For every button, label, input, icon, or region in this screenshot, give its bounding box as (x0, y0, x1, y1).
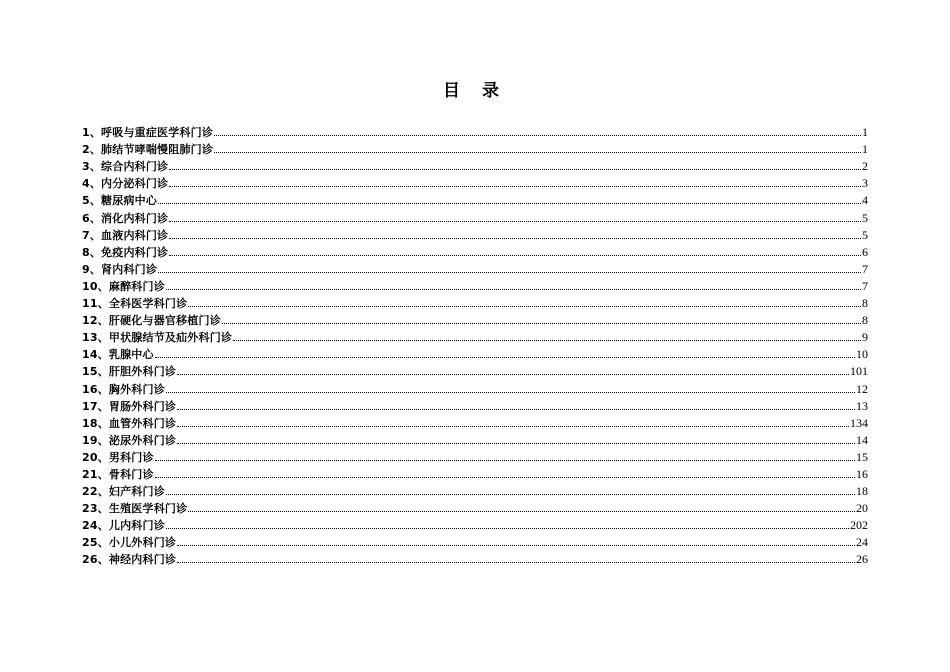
toc-entry[interactable] (82, 190, 868, 207)
toc-entry-label: 19、泌尿外科门诊 (82, 433, 177, 447)
toc-entry[interactable] (82, 481, 868, 498)
toc-entry-page-number: 6 (862, 244, 868, 259)
dot-leader (177, 544, 855, 546)
toc-entry[interactable] (82, 173, 868, 190)
toc-entry[interactable] (82, 464, 868, 481)
dot-leader (169, 220, 861, 222)
dot-leader (155, 356, 855, 358)
dot-leader (166, 391, 855, 393)
toc-entry-page-number: 2 (862, 159, 868, 174)
toc-entry-page-number: 20 (856, 501, 868, 516)
toc-entry-label: 21、骨科门诊 (82, 467, 154, 481)
toc-entry-label: 14、乳腺中心 (82, 348, 154, 362)
dot-leader (214, 134, 861, 136)
toc-entry[interactable] (82, 293, 868, 310)
toc-entry-page-number: 9 (862, 330, 868, 345)
toc-entry-page-number: 202 (850, 518, 868, 533)
toc-entry-label: 13、甲状腺结节及疝外科门诊 (82, 331, 233, 345)
dot-leader (155, 459, 855, 461)
toc-entry-page-number: 8 (862, 296, 868, 311)
toc-entry[interactable] (82, 344, 868, 361)
toc-entry-page-number: 1 (862, 142, 868, 157)
toc-entry-page-number: 12 (856, 381, 868, 396)
toc-entry-page-number: 18 (856, 484, 868, 499)
toc-entry[interactable] (82, 259, 868, 276)
dot-leader (166, 493, 855, 495)
toc-entry[interactable] (82, 139, 868, 156)
toc-entry-page-number: 8 (862, 313, 868, 328)
dot-leader (214, 151, 861, 153)
toc-entry[interactable] (82, 498, 868, 515)
dot-leader (188, 510, 855, 512)
toc-entry-label: 11、全科医学科门诊 (82, 297, 188, 311)
dot-leader (177, 425, 849, 427)
toc-entry[interactable] (82, 447, 868, 464)
toc-entry-page-number: 7 (862, 261, 868, 276)
dot-leader (169, 237, 861, 239)
table-of-contents (82, 122, 868, 566)
toc-entry-label: 6、消化内科门诊 (82, 211, 169, 225)
dot-leader (158, 271, 861, 273)
toc-entry-page-number: 101 (850, 364, 868, 379)
toc-entry-label: 8、免疫内科门诊 (82, 245, 169, 259)
toc-entry-label: 17、胃肠外科门诊 (82, 399, 177, 413)
dot-leader (169, 254, 861, 256)
toc-entry[interactable] (82, 242, 868, 259)
toc-entry-label: 1、呼吸与重症医学科门诊 (82, 126, 214, 140)
toc-entry[interactable] (82, 396, 868, 413)
dot-leader (155, 476, 855, 478)
toc-entry[interactable] (82, 532, 868, 549)
toc-entry[interactable] (82, 207, 868, 224)
toc-entry-label: 7、血液内科门诊 (82, 228, 169, 242)
dot-leader (166, 527, 849, 529)
toc-entry-label: 22、妇产科门诊 (82, 485, 165, 499)
page-title: 目 录 (443, 81, 507, 101)
toc-entry-label: 15、肝胆外科门诊 (82, 365, 177, 379)
toc-entry-page-number: 5 (862, 227, 868, 242)
toc-entry-page-number: 16 (856, 466, 868, 481)
dot-leader (233, 339, 861, 341)
toc-entry-label: 25、小儿外科门诊 (82, 536, 177, 550)
toc-entry-label: 4、内分泌科门诊 (82, 177, 169, 191)
toc-entry-page-number: 14 (856, 432, 868, 447)
toc-entry-label: 16、胸外科门诊 (82, 382, 165, 396)
toc-entry[interactable] (82, 327, 868, 344)
toc-entry-page-number: 10 (856, 347, 868, 362)
toc-entry-page-number: 26 (856, 552, 868, 567)
dot-leader (158, 202, 861, 204)
dot-leader (222, 322, 861, 324)
toc-entry-label: 26、神经内科门诊 (82, 553, 177, 567)
toc-entry[interactable] (82, 225, 868, 242)
dot-leader (177, 442, 855, 444)
toc-entry-label: 10、麻醉科门诊 (82, 279, 165, 293)
dot-leader (177, 561, 855, 563)
toc-entry-label: 5、糖尿病中心 (82, 194, 158, 208)
toc-entry[interactable] (82, 430, 868, 447)
toc-entry-label: 3、综合内科门诊 (82, 160, 169, 174)
dot-leader (169, 185, 861, 187)
toc-entry-label: 9、肾内科门诊 (82, 262, 158, 276)
toc-entry-page-number: 15 (856, 449, 868, 464)
toc-entry[interactable] (82, 515, 868, 532)
dot-leader (188, 305, 861, 307)
dot-leader (177, 373, 849, 375)
toc-entry-page-number: 5 (862, 210, 868, 225)
toc-entry[interactable] (82, 413, 868, 430)
toc-entry[interactable] (82, 310, 868, 327)
toc-entry-label: 18、血管外科门诊 (82, 416, 177, 430)
toc-entry-page-number: 24 (856, 535, 868, 550)
toc-entry-label: 24、儿内科门诊 (82, 519, 165, 533)
dot-leader (166, 288, 861, 290)
toc-entry-page-number: 7 (862, 278, 868, 293)
toc-entry-page-number: 3 (862, 176, 868, 191)
toc-entry-label: 12、肝硬化与器官移植门诊 (82, 314, 221, 328)
toc-entry[interactable] (82, 361, 868, 378)
toc-entry[interactable] (82, 549, 868, 566)
toc-entry-page-number: 4 (862, 193, 868, 208)
toc-entry-page-number: 134 (850, 415, 868, 430)
toc-entry[interactable] (82, 122, 868, 139)
toc-entry-page-number: 13 (856, 398, 868, 413)
toc-entry[interactable] (82, 276, 868, 293)
dot-leader (169, 168, 861, 170)
toc-entry[interactable] (82, 156, 868, 173)
toc-entry-label: 2、肺结节哮喘慢阻肺门诊 (82, 143, 214, 157)
toc-entry-label: 20、男科门诊 (82, 450, 154, 464)
toc-entry[interactable] (82, 378, 868, 395)
dot-leader (177, 408, 855, 410)
toc-entry-page-number: 1 (862, 125, 868, 140)
toc-entry-label: 23、生殖医学科门诊 (82, 502, 188, 516)
